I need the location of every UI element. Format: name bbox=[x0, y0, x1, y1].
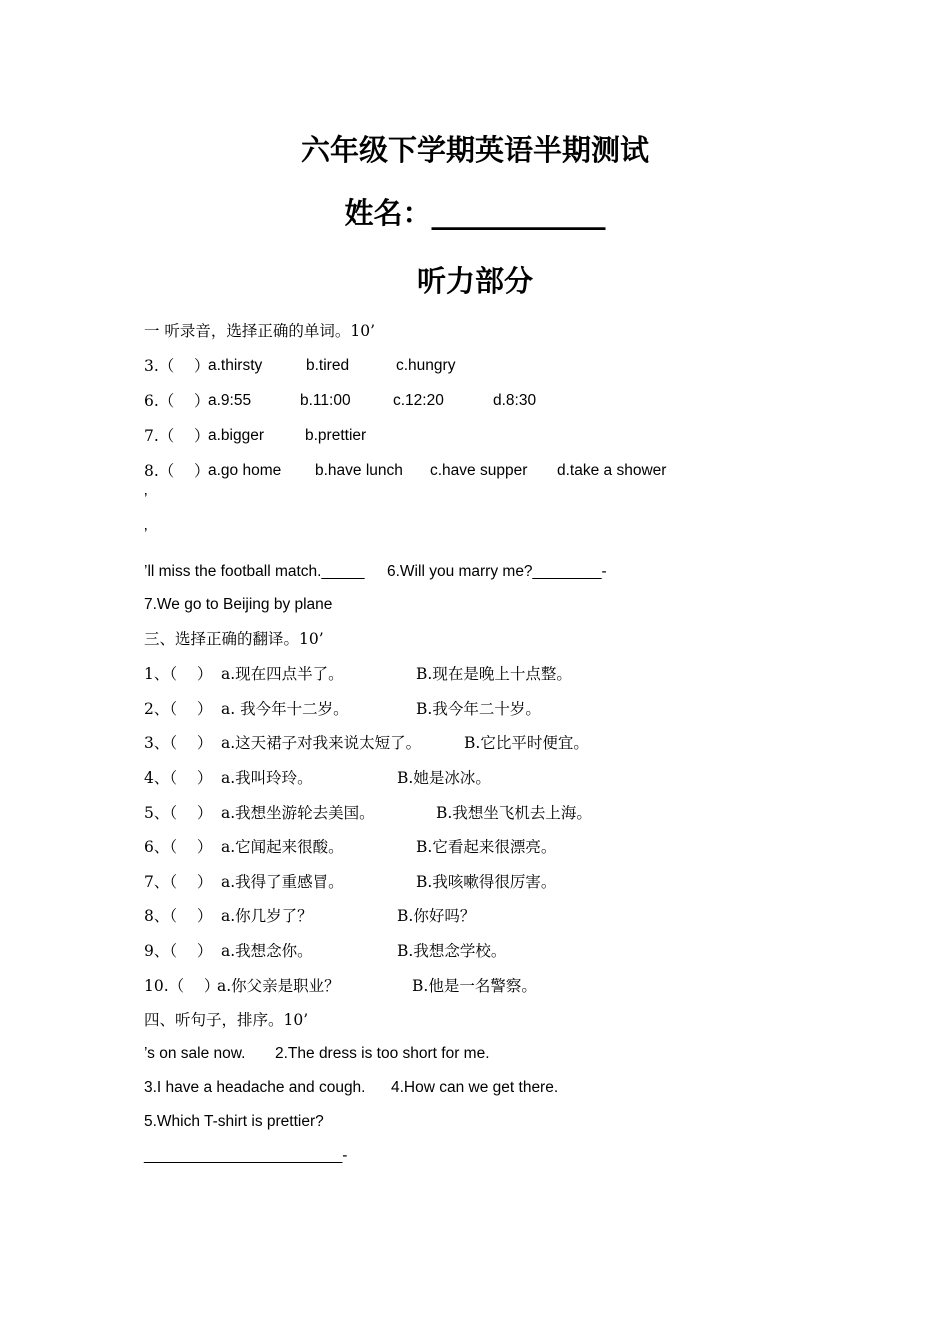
option-a: a.9:55 bbox=[208, 392, 252, 409]
item-number: 1、（ ） bbox=[144, 665, 213, 683]
option-b: B.现在是晚上十点整。 bbox=[416, 665, 572, 683]
name-field-line: 姓名：____________ bbox=[344, 196, 606, 230]
option-a: a.现在四点半了。 bbox=[221, 665, 344, 683]
sentence-4: 4.How can we get there. bbox=[391, 1079, 559, 1096]
option-b: B.我想坐飞机去上海。 bbox=[436, 804, 592, 822]
option-b: b.have lunch bbox=[315, 462, 403, 479]
sentence-fragment: ’ll miss the football match._____ bbox=[144, 563, 365, 580]
item-number: 9、（ ） bbox=[144, 942, 213, 960]
exam-title: 六年级下学期英语半期测试 bbox=[300, 133, 649, 167]
option-c: c.hungry bbox=[396, 357, 456, 374]
sentence-7: 7.We go to Beijing by plane bbox=[144, 596, 333, 613]
option-a: a.我叫玲玲。 bbox=[221, 769, 313, 787]
answer-blank-line: _______________________- bbox=[144, 1147, 348, 1164]
sentence-5: 5.Which T-shirt is prettier? bbox=[144, 1113, 324, 1130]
option-b: B.她是冰冰。 bbox=[397, 769, 491, 787]
option-d: d.take a shower bbox=[557, 462, 667, 479]
sentence-1: ’s on sale now. bbox=[144, 1045, 246, 1062]
item-number: 7、（ ） bbox=[144, 873, 213, 891]
option-a: a.我得了重感冒。 bbox=[221, 873, 344, 891]
question-number: 7.（ ） bbox=[144, 427, 210, 445]
question-number: 8.（ ） bbox=[144, 462, 210, 480]
option-a: a.我想坐游轮去美国。 bbox=[221, 804, 375, 822]
option-a: a.这天裙子对我来说太短了。 bbox=[221, 734, 422, 752]
option-a: a.go home bbox=[208, 462, 282, 479]
option-b: B.它看起来很漂亮。 bbox=[416, 838, 557, 856]
option-c: c.have supper bbox=[430, 462, 528, 479]
option-a: a.thirsty bbox=[208, 357, 263, 374]
sentence-3: 3.I have a headache and cough. bbox=[144, 1079, 366, 1096]
item-number: 4、（ ） bbox=[144, 769, 213, 787]
item-number: 8、（ ） bbox=[144, 907, 213, 925]
item-number: 3、（ ） bbox=[144, 734, 213, 752]
part3-heading: 三、选择正确的翻译。10’ bbox=[144, 630, 324, 648]
option-b: b.11:00 bbox=[300, 392, 351, 409]
item-number: 6、（ ） bbox=[144, 838, 213, 856]
option-b: b.prettier bbox=[305, 427, 367, 444]
question-number: 3.（ ） bbox=[144, 357, 210, 375]
option-b: B.它比平时便宜。 bbox=[464, 734, 589, 752]
option-b: B.你好吗？ bbox=[397, 907, 476, 925]
option-a: a.你父亲是职业？ bbox=[217, 977, 340, 995]
item-number: 5、（ ） bbox=[144, 804, 213, 822]
sentence-2: 2.The dress is too short for me. bbox=[275, 1045, 490, 1062]
question-number: 6.（ ） bbox=[144, 392, 210, 410]
option-b: B.他是一名警察。 bbox=[412, 977, 537, 995]
option-b: B.我今年二十岁。 bbox=[416, 700, 541, 718]
item-number: 10.（ ） bbox=[144, 977, 220, 995]
item-number: 2、（ ） bbox=[144, 700, 213, 718]
option-d: d.8:30 bbox=[493, 392, 537, 409]
apostrophe-fragment: ’ bbox=[144, 491, 148, 508]
section-title: 听力部分 bbox=[416, 264, 533, 298]
option-b: b.tired bbox=[306, 357, 350, 374]
option-a: a. 我今年十二岁。 bbox=[221, 700, 349, 718]
part4-heading: 四、听句子，排序。10’ bbox=[144, 1011, 309, 1029]
option-a: a.我想念你。 bbox=[221, 942, 313, 960]
option-b: B.我咳嗽得很厉害。 bbox=[416, 873, 557, 891]
sentence-6: 6.Will you marry me?________- bbox=[387, 563, 607, 580]
option-a: a.你几岁了？ bbox=[221, 907, 313, 925]
option-a: a.bigger bbox=[208, 427, 265, 444]
option-c: c.12:20 bbox=[393, 392, 444, 409]
part1-heading: 一 听录音，选择正确的单词。10’ bbox=[144, 322, 376, 340]
apostrophe-fragment: ’ bbox=[144, 526, 148, 543]
option-a: a.它闻起来很酸。 bbox=[221, 838, 344, 856]
option-b: B.我想念学校。 bbox=[397, 942, 507, 960]
